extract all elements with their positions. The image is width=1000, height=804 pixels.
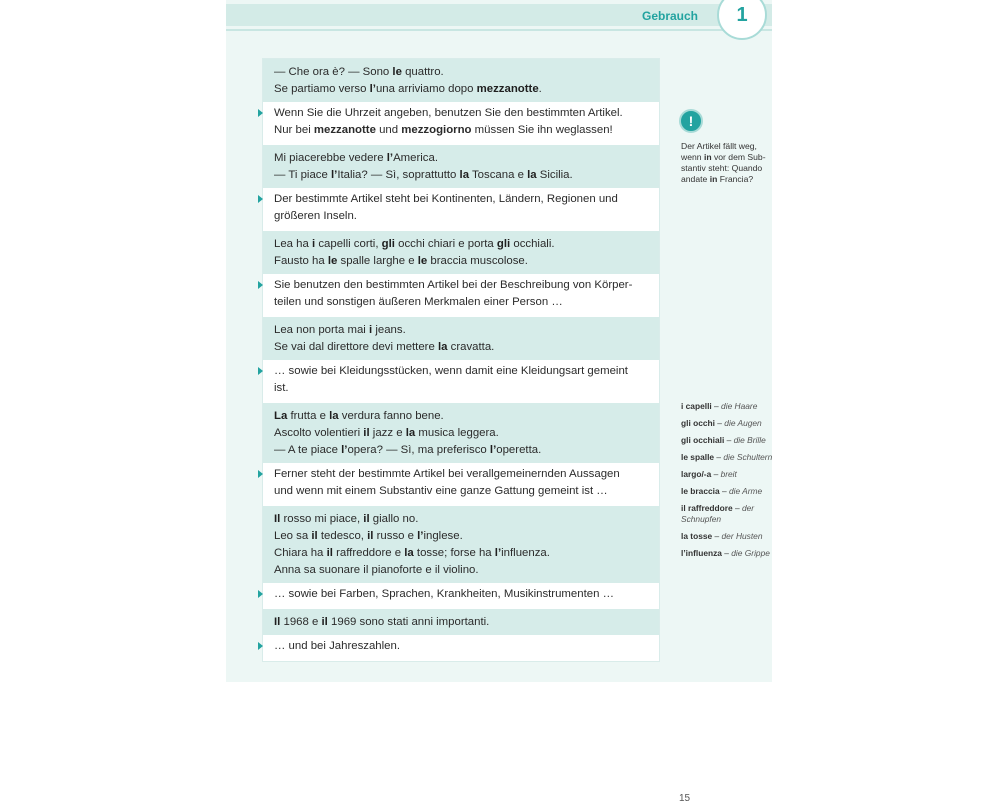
side-note bbox=[681, 141, 777, 185]
example-line bbox=[274, 167, 648, 184]
triangle-marker-icon bbox=[258, 470, 263, 478]
bold-text: l’ bbox=[489, 444, 497, 456]
bold-text: mezzogiorno bbox=[401, 124, 472, 136]
text-run: Chiara ha bbox=[274, 547, 327, 559]
explanation-line bbox=[274, 191, 648, 208]
bold-text: la bbox=[405, 427, 416, 439]
bold-text: le bbox=[392, 66, 402, 78]
text-run: frutta e bbox=[287, 410, 330, 422]
vocab-separator: – bbox=[712, 531, 722, 541]
text-run: inglese. bbox=[423, 530, 463, 542]
vocab-separator: – bbox=[724, 435, 734, 445]
vocab-italian: le braccia bbox=[681, 486, 720, 496]
text-run: Ascolto volentieri bbox=[274, 427, 364, 439]
text-run: Ferner steht der bestimmte Artikel bei verallgemeinernden Aussagen bbox=[274, 468, 620, 480]
text-run: giallo no. bbox=[369, 513, 419, 525]
bold-text: mezzanotte bbox=[313, 124, 376, 136]
text-run: rosso mi piace, bbox=[280, 513, 364, 525]
bold-text: il bbox=[321, 616, 328, 628]
example-line bbox=[274, 614, 648, 631]
exclamation-icon: ! bbox=[679, 109, 703, 133]
explanation-line bbox=[274, 483, 648, 500]
example-line bbox=[274, 425, 648, 442]
text-run: capelli corti, bbox=[315, 238, 382, 250]
vocab-italian: l’influenza bbox=[681, 548, 722, 558]
text-run: occhi chiari e porta bbox=[394, 238, 497, 250]
explanation-line bbox=[274, 105, 648, 122]
text-run: Der bestimmte Artikel steht bei Kontinenten, Ländern, Regionen und bbox=[274, 193, 618, 205]
text-run: … sowie bei Farben, Sprachen, Krankheiten, Musikinstrumenten … bbox=[274, 588, 614, 600]
vocab-item bbox=[681, 486, 781, 497]
text-run: quattro. bbox=[401, 66, 444, 78]
example-block bbox=[263, 59, 659, 102]
text-run: ist. bbox=[274, 382, 289, 394]
text-run: müssen Sie ihn weglassen! bbox=[471, 124, 613, 136]
text-run: Anna sa suonare il pianoforte e il violino. bbox=[274, 564, 479, 576]
vocab-german: breit bbox=[720, 469, 737, 479]
vocab-italian: gli occhi bbox=[681, 418, 715, 428]
triangle-marker-icon bbox=[258, 367, 263, 375]
explanation-block bbox=[263, 463, 659, 506]
text-run: … sowie bei Kleidungsstücken, wenn damit eine Kleidungsart gemeint bbox=[274, 365, 628, 377]
bold-text: il bbox=[326, 547, 333, 559]
explanation-line bbox=[274, 380, 648, 397]
bold-text: la bbox=[459, 169, 470, 181]
vocab-separator: – bbox=[714, 452, 724, 462]
vocab-item bbox=[681, 469, 781, 480]
text-run: Se partiamo verso bbox=[274, 83, 370, 95]
text-run: und wenn mit einem Substantiv eine ganze Gattung gemeint ist … bbox=[274, 485, 608, 497]
text-run: Nur bei bbox=[274, 124, 314, 136]
text-run: operetta. bbox=[496, 444, 542, 456]
vocab-item bbox=[681, 531, 781, 542]
bold-text: gli bbox=[496, 238, 511, 250]
text-run: Der Artikel fällt weg, wenn bbox=[681, 141, 757, 162]
vocab-item bbox=[681, 452, 781, 463]
explanation-line bbox=[274, 294, 648, 311]
bold-text: la bbox=[527, 169, 537, 181]
text-run: occhiali. bbox=[510, 238, 555, 250]
text-run: — Ti piace bbox=[274, 169, 331, 181]
example-block bbox=[263, 231, 659, 274]
text-run: influenza. bbox=[501, 547, 550, 559]
text-run: tosse; forse ha bbox=[413, 547, 495, 559]
vocab-separator: – bbox=[721, 548, 732, 558]
bold-text: i bbox=[369, 324, 373, 336]
explanation-line bbox=[274, 277, 648, 294]
explanation-block bbox=[263, 188, 659, 231]
text-run: und bbox=[375, 124, 402, 136]
text-run: 1968 e bbox=[280, 616, 322, 628]
example-block bbox=[263, 403, 659, 463]
bold-text: il bbox=[363, 427, 370, 439]
page-number: 15 bbox=[679, 793, 691, 804]
text-run: raffreddore e bbox=[332, 547, 405, 559]
explanation-block bbox=[263, 583, 659, 609]
explanation-line bbox=[274, 122, 648, 139]
explanation-line bbox=[274, 466, 648, 483]
text-run: Mi piacerebbe vedere bbox=[274, 152, 387, 164]
explanation-line bbox=[274, 638, 648, 655]
text-run: Fausto ha bbox=[274, 255, 328, 267]
vocabulary-list bbox=[681, 401, 781, 565]
explanation-block bbox=[263, 102, 659, 145]
triangle-marker-icon bbox=[258, 281, 263, 289]
triangle-marker-icon bbox=[258, 109, 263, 117]
text-run: — Che ora è? — Sono bbox=[274, 66, 393, 78]
text-run: teilen und sonstigen äußeren Merkmalen einer Person … bbox=[274, 296, 563, 308]
vocab-german: die Brille bbox=[733, 435, 766, 445]
text-run: America. bbox=[393, 152, 439, 164]
text-run: tedesco, bbox=[317, 530, 368, 542]
vocab-item bbox=[681, 418, 781, 429]
text-run: Sicilia. bbox=[536, 169, 573, 181]
bold-text: le bbox=[327, 255, 338, 267]
bold-text: i bbox=[312, 238, 316, 250]
text-run: Lea non porta mai bbox=[274, 324, 369, 336]
example-line bbox=[274, 562, 648, 579]
vocab-separator: – bbox=[711, 401, 722, 411]
explanation-block bbox=[263, 635, 659, 661]
example-line bbox=[274, 339, 648, 356]
example-block bbox=[263, 609, 659, 635]
text-run: Italia? — Sì, soprattutto bbox=[337, 169, 460, 181]
vocab-item bbox=[681, 435, 781, 446]
bold-text: le bbox=[417, 255, 428, 267]
example-line bbox=[274, 81, 648, 98]
vocab-italian: largo/-a bbox=[681, 469, 712, 479]
bold-text: Il bbox=[274, 513, 281, 525]
vocab-german: die Haare bbox=[721, 401, 758, 411]
vocab-italian: le spalle bbox=[681, 452, 715, 462]
text-run: Toscana e bbox=[469, 169, 528, 181]
vocab-separator: – bbox=[732, 503, 742, 513]
text-run: — A te piace bbox=[274, 444, 342, 456]
bold-text: il bbox=[363, 513, 370, 525]
bold-text: Il bbox=[274, 616, 281, 628]
bold-text: in bbox=[703, 152, 712, 162]
text-run: braccia muscolose. bbox=[427, 255, 528, 267]
text-run: . bbox=[538, 83, 542, 95]
chapter-number-badge: 1 bbox=[717, 0, 767, 40]
text-run: Francia? bbox=[717, 174, 754, 184]
vocab-german: die Schultern bbox=[723, 452, 773, 462]
bold-text: in bbox=[709, 174, 718, 184]
example-line bbox=[274, 545, 648, 562]
explanation-line bbox=[274, 586, 648, 603]
vocab-item bbox=[681, 401, 781, 412]
vocab-italian: gli occhiali bbox=[681, 435, 725, 445]
vocab-italian: il raffreddore bbox=[681, 503, 733, 513]
explanation-block bbox=[263, 274, 659, 317]
vocab-german: der Schnupfen bbox=[681, 503, 755, 524]
vocab-separator: – bbox=[711, 469, 721, 479]
example-line bbox=[274, 236, 648, 253]
text-run: jeans. bbox=[372, 324, 406, 336]
explanation-line bbox=[274, 363, 648, 380]
text-run: verdura fanno bene. bbox=[338, 410, 444, 422]
vocab-german: die Grippe bbox=[731, 548, 770, 558]
vocab-separator: – bbox=[719, 486, 729, 496]
vocab-german: der Husten bbox=[721, 531, 763, 541]
example-line bbox=[274, 253, 648, 270]
text-run: … und bei Jahreszahlen. bbox=[274, 640, 401, 652]
text-run: größeren Inseln. bbox=[274, 210, 357, 222]
explanation-block bbox=[263, 360, 659, 403]
explanation-line bbox=[274, 208, 648, 225]
text-run: musica leggera. bbox=[415, 427, 499, 439]
vocab-german: die Arme bbox=[728, 486, 763, 496]
example-line bbox=[274, 528, 648, 545]
example-line bbox=[274, 322, 648, 339]
bold-text: la bbox=[404, 547, 414, 559]
section-title: Gebrauch bbox=[641, 9, 698, 23]
vocab-separator: – bbox=[714, 418, 725, 428]
vocab-italian: i capelli bbox=[681, 401, 712, 411]
bold-text: il bbox=[367, 530, 374, 542]
text-run: Wenn Sie die Uhrzeit angeben, benutzen Sie den bestimmten Artikel. bbox=[274, 107, 623, 119]
grammar-content bbox=[262, 58, 660, 662]
bold-text: la bbox=[329, 410, 339, 422]
text-run: Leo sa bbox=[274, 530, 312, 542]
text-run: Lea ha bbox=[274, 238, 313, 250]
bold-text: l’ bbox=[369, 83, 376, 95]
bold-text: l’ bbox=[330, 169, 338, 181]
bold-text: mezzanotte bbox=[476, 83, 539, 95]
bold-text: il bbox=[311, 530, 318, 542]
example-line bbox=[274, 150, 648, 167]
example-block bbox=[263, 145, 659, 188]
triangle-marker-icon bbox=[258, 642, 263, 650]
example-line bbox=[274, 511, 648, 528]
vocab-item bbox=[681, 503, 781, 525]
example-line bbox=[274, 408, 648, 425]
bold-text: l’ bbox=[494, 547, 502, 559]
vocab-german: die Augen bbox=[724, 418, 762, 428]
example-line bbox=[274, 442, 648, 459]
bold-text: l’ bbox=[386, 152, 394, 164]
example-block bbox=[263, 317, 659, 360]
text-run: russo e bbox=[373, 530, 418, 542]
text-run: cravatta. bbox=[447, 341, 495, 353]
bold-text: La bbox=[274, 410, 288, 422]
text-run: 1969 sono stati anni importanti. bbox=[327, 616, 490, 628]
text-run: Sie benutzen den bestimmten Artikel bei der Beschreibung von Körper- bbox=[274, 279, 633, 291]
text-run: Se vai dal direttore devi mettere bbox=[274, 341, 438, 353]
triangle-marker-icon bbox=[258, 195, 263, 203]
vocab-italian: la tosse bbox=[681, 531, 713, 541]
text-run: una arriviamo dopo bbox=[375, 83, 477, 95]
header-divider bbox=[226, 29, 772, 31]
vocab-item bbox=[681, 548, 781, 559]
example-block bbox=[263, 506, 659, 583]
bold-text: l’ bbox=[417, 530, 424, 542]
text-run: opera? — Sì, ma preferisco bbox=[347, 444, 490, 456]
text-run: jazz e bbox=[369, 427, 406, 439]
triangle-marker-icon bbox=[258, 590, 263, 598]
example-line bbox=[274, 64, 648, 81]
bold-text: la bbox=[437, 341, 448, 353]
bold-text: gli bbox=[381, 238, 395, 250]
text-run: vor dem Substantiv steht: Quando andate bbox=[681, 152, 766, 184]
bold-text: l’ bbox=[341, 444, 348, 456]
text-run: spalle larghe e bbox=[337, 255, 418, 267]
